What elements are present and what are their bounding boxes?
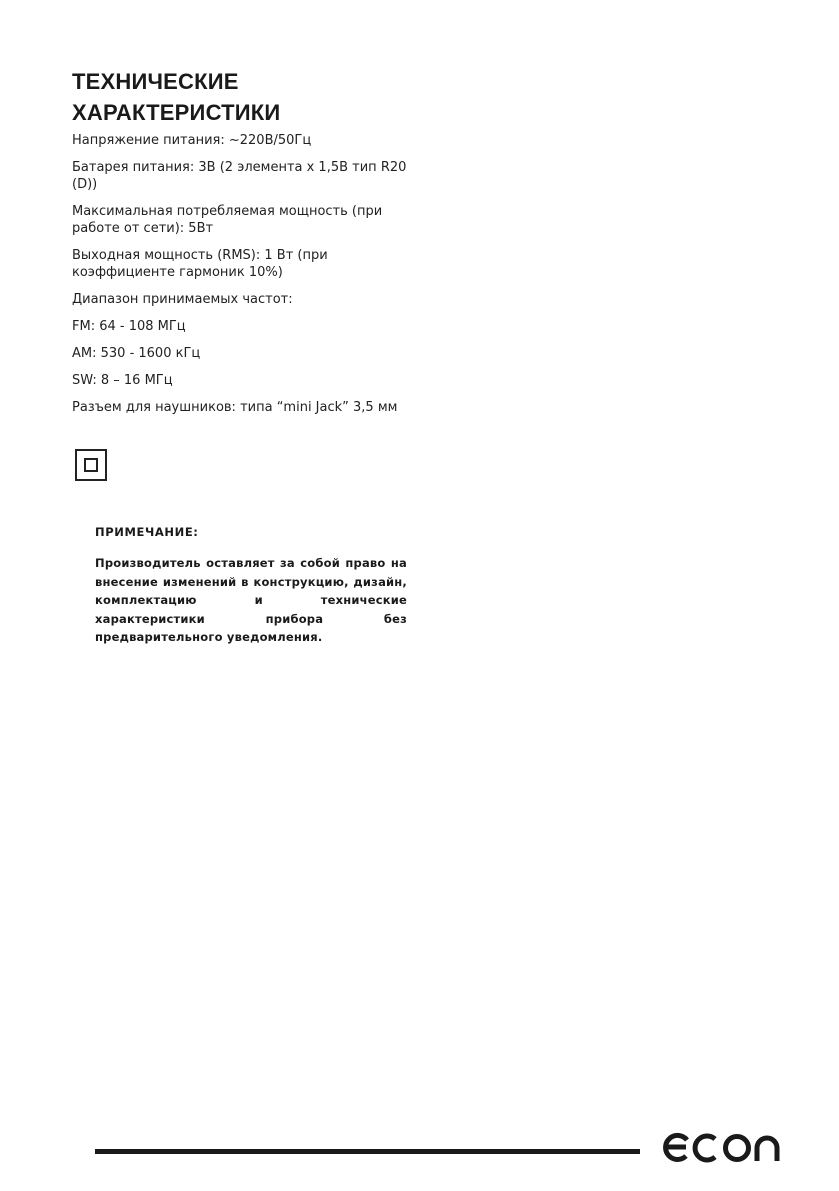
spec-frequency-range: Диапазон принимаемых частот:	[72, 292, 293, 307]
spec-battery: Батарея питания: 3В (2 элемента х 1,5В тип R20 (D))	[72, 160, 407, 192]
spec-output-power: Выходная мощность (RMS): 1 Вт (при коэффициенте гармоник 10%)	[72, 248, 328, 280]
spec-supply-voltage: Напряжение питания: ~220В/50Гц	[72, 133, 312, 148]
spec-max-power: Максимальная потребляемая мощность (при работе от сети): 5Вт	[72, 204, 383, 236]
spec-fm: FM: 64 - 108 МГц	[72, 319, 186, 334]
spec-am: AM: 530 - 1600 кГц	[72, 346, 201, 361]
spec-sw: SW: 8 – 16 МГц	[72, 373, 173, 388]
page-title	[72, 66, 432, 128]
note-title: ПРИМЕЧАНИЕ:	[95, 525, 199, 539]
double-insulation-icon	[75, 449, 107, 481]
spec-list	[72, 132, 412, 426]
footer-rule	[95, 1149, 640, 1154]
page-title-line-1: ТЕХНИЧЕСКИЕ	[72, 69, 239, 94]
note-body: Производитель оставляет за собой право на внесение изменений в конструкцию, дизайн, комплектацию и технические характеристики прибора без предварительного уведомления.	[95, 556, 407, 644]
page-title-line-2: ХАРАКТЕРИСТИКИ	[72, 100, 281, 125]
spec-headphone-jack: Разъем для наушников: типа “mini Jack” 3,5 мм	[72, 400, 398, 415]
econ-logo-icon	[660, 1126, 785, 1166]
note-block	[95, 525, 407, 647]
